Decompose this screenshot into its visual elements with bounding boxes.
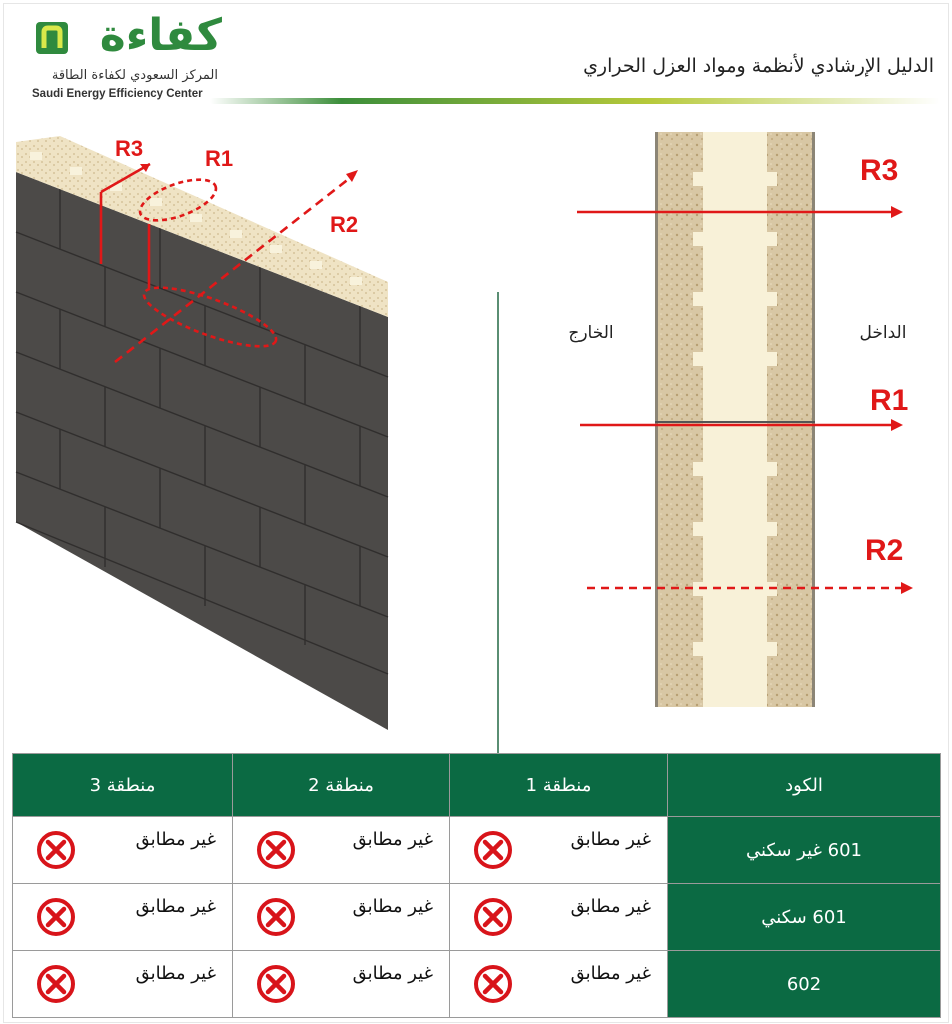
header-zone-1: منطقة 1 xyxy=(450,754,668,817)
header-rule xyxy=(210,98,940,104)
document-title: الدليل الإرشادي لأنظمة ومواد العزل الحراري xyxy=(583,55,934,77)
table-row xyxy=(13,884,941,951)
label-outside: الخارج xyxy=(568,323,614,343)
noncompliant-icon xyxy=(255,963,297,1005)
logo-subtitle-arabic: المركز السعودي لكفاءة الطاقة xyxy=(51,68,218,83)
code-cell: 601 سكني xyxy=(668,884,941,951)
noncompliant-icon xyxy=(35,896,77,938)
wall-label-r1: R1 xyxy=(205,146,234,171)
wall-face xyxy=(16,172,388,730)
status-label: غير مطابق xyxy=(570,896,651,917)
section-label-r3: R3 xyxy=(860,154,899,187)
table-row xyxy=(13,951,941,1018)
noncompliant-icon xyxy=(255,896,297,938)
noncompliant-icon xyxy=(472,963,514,1005)
header-zone-3: منطقة 3 xyxy=(13,754,233,817)
noncompliant-icon xyxy=(35,963,77,1005)
noncompliant-icon xyxy=(35,829,77,871)
status-label: غير مطابق xyxy=(570,829,651,850)
header xyxy=(0,0,952,112)
wall-3d-figure xyxy=(0,112,400,752)
noncompliant-icon xyxy=(472,829,514,871)
wall-label-r2: R2 xyxy=(330,212,359,237)
status-label: غير مطابق xyxy=(570,963,651,984)
noncompliant-icon xyxy=(472,896,514,938)
status-label: غير مطابق xyxy=(352,896,433,917)
wall-section-figure xyxy=(505,132,945,732)
wall-label-r3: R3 xyxy=(115,136,144,161)
section-insulation xyxy=(703,132,767,707)
code-cell: 602 xyxy=(668,951,941,1018)
header-zone-2: منطقة 2 xyxy=(233,754,450,817)
logo-wordmark: كفاءة xyxy=(99,10,222,61)
figures-area xyxy=(0,112,952,752)
figure-divider xyxy=(497,292,499,782)
status-label: غير مطابق xyxy=(135,963,216,984)
label-inside: الداخل xyxy=(859,323,907,343)
table-row xyxy=(13,817,941,884)
status-label: غير مطابق xyxy=(135,829,216,850)
status-label: غير مطابق xyxy=(352,963,433,984)
section-label-r2: R2 xyxy=(865,534,904,567)
logo xyxy=(30,8,230,104)
status-label: غير مطابق xyxy=(135,896,216,917)
compliance-table xyxy=(12,753,941,1018)
status-label: غير مطابق xyxy=(352,829,433,850)
noncompliant-icon xyxy=(255,829,297,871)
logo-subtitle-english: Saudi Energy Efficiency Center xyxy=(32,88,203,100)
code-cell: 601 غير سكني xyxy=(668,817,941,884)
table-header-row xyxy=(13,754,941,817)
section-label-r1: R1 xyxy=(870,384,909,417)
header-code: الكود xyxy=(668,754,941,817)
